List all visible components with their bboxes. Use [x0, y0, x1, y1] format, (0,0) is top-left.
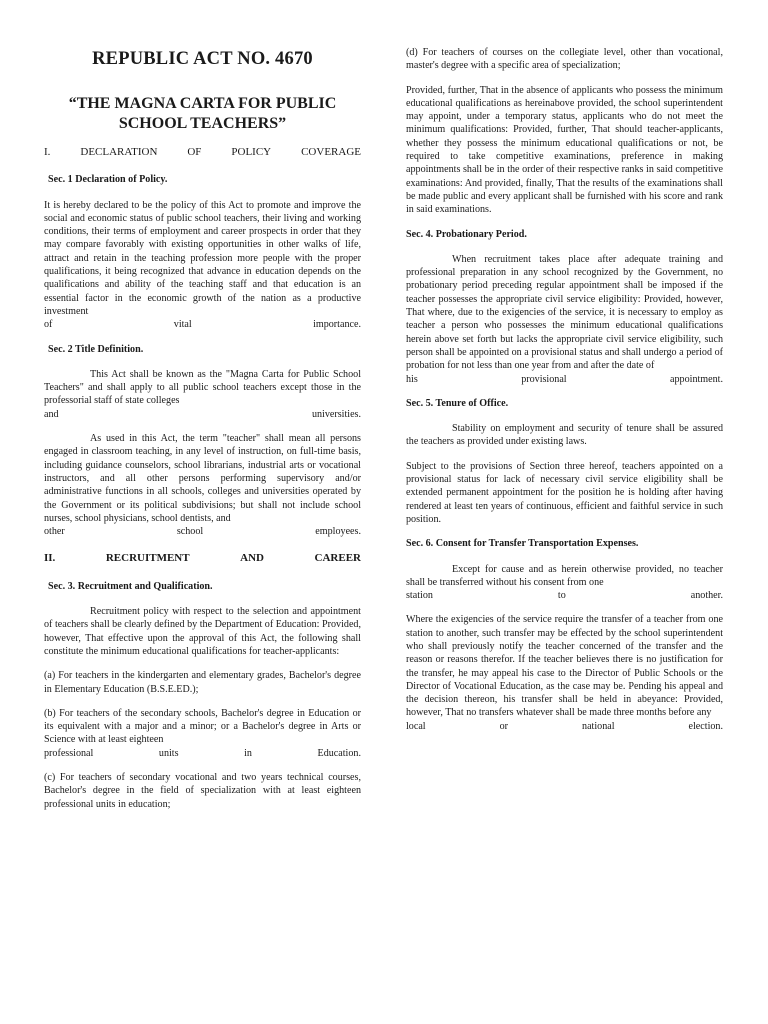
- sec1-heading: Sec. 1 Declaration of Policy.: [48, 174, 168, 186]
- sec3-item-b: (b) For teachers of the secondary schools, Bachelor's degree in Education or its equivalent with a major and a minor; or a Bachelor's degree in Arts or Science with at least eighteen professional units in Education.: [44, 707, 361, 759]
- magna-carta-title: “THE MAGNA CARTA FOR PUBLIC SCHOOL TEACHERS”: [68, 95, 337, 132]
- sec3-item-d: (d) For teachers of courses on the collegiate level, other than vocational, master's degree with a specific area of specialization;: [406, 47, 723, 72]
- sec3-item-c: (c) For teachers of secondary vocational and two years technical courses, Bachelor's degree in the field of specialization with at least eighteen professional units in education;: [44, 771, 361, 810]
- sec4-paragraph: When recruitment takes place after adequate training and professional preparation in any school recognized by the Government, no probationary period preceding regular appointment shall be imposed if the teacher possesses the appropriate civil service eligibility: Provided, however, That where, due to the exigencies of the service, it is necessary to employ as teacher a person who possesses the minimum educational qualifications herein above set forth but lacks the appropriate civil service eligibility, such person shall be appointed on a provisional status and shall undergo a period of probation for not less than one year from and after the date of his provisional appointment.: [406, 253, 723, 385]
- sec6-p1-last-line: station to another.: [406, 590, 723, 602]
- left-column: [44, 44, 361, 822]
- sec6-paragraph-1: Except for cause and as herein otherwise provided, no teacher shall be transferred without his consent from one station to another.: [406, 563, 723, 602]
- act-title: REPUBLIC ACT NO. 4670: [92, 49, 313, 69]
- part-1-heading: I. DECLARATION OF POLICY COVERAGE: [44, 146, 361, 158]
- sec6-heading: Sec. 6. Consent for Transfer Transportation Expenses.: [406, 538, 639, 550]
- sec5-heading: Sec. 5. Tenure of Office.: [406, 397, 509, 409]
- right-column: [406, 46, 723, 744]
- sec3-heading: Sec. 3. Recruitment and Qualification.: [48, 580, 213, 592]
- sec5-paragraph-2: Subject to the provisions of Section three hereof, teachers appointed on a provisional status for lack of necessary civil service eligibility shall be extended permanent appointment for the position he is holding after having rendered at least ten years of continuous, efficient and faithful service in such position.: [406, 460, 723, 525]
- sec5-paragraph-1: Stability on employment and security of tenure shall be assured the teachers as provided under existing laws.: [406, 423, 723, 448]
- sec3-provided: Provided, further, That in the absence of applicants who possess the minimum educational qualifications as hereinabove provided, the school superintendent may appoint, under a temporary status, applicants who do not meet the minimum qualifications: Provided, further, That should teacher-applicants, whether they possess the minimum educational qualifications or not, be required to take competitive examinations, preference in making appointments shall be in the order of their respective ranks in said competitive examinations: And provided, finally, That the results of the examinations shall be made public and every applicant shall be furnished with his score and rank in said examinations.: [406, 84, 723, 216]
- sec4-heading: Sec. 4. Probationary Period.: [406, 228, 527, 240]
- sec3-item-a: (a) For teachers in the kindergarten and elementary grades, Bachelor's degree in Elementary Education (B.S.E.ED.);: [44, 670, 361, 695]
- sec6-p2-last-line: local or national election.: [406, 720, 723, 732]
- sec1-last-line: of vital importance.: [44, 319, 361, 331]
- sec2-paragraph-1: This Act shall be known as the "Magna Carta for Public School Teachers" and shall apply to all public school teachers except those in the professorial staff of state colleges and universities.: [44, 368, 361, 420]
- sec2-paragraph-2: As used in this Act, the term "teacher" shall mean all persons engaged in classroom teaching, in any level of instruction, on full-time basis, including guidance counselors, school librarians, industrial arts or vocational instructors, and all other persons performing supervisory and/or administrative functions in all schools, colleges and universities operated by the Government or its political subdivisions; but shall not include school nurses, school physicians, school dentists, and other school employees.: [44, 433, 361, 538]
- sec2-p2-last-line: other school employees.: [44, 526, 361, 538]
- sec3-b-last-line: professional units in Education.: [44, 747, 361, 759]
- part-2-heading: II. RECRUITMENT AND CAREER: [44, 552, 361, 565]
- sec2-heading: Sec. 2 Title Definition.: [48, 343, 144, 355]
- sec3-paragraph: Recruitment policy with respect to the selection and appointment of teachers shall be clearly defined by the Department of Education: Provided, however, That effective upon the approval of this Act, the following shall constitute the minimum educational qualifications for teacher-applicants:: [44, 606, 361, 657]
- sec4-last-line: his provisional appointment.: [406, 373, 723, 385]
- sec1-paragraph: It is hereby declared to be the policy of this Act to promote and improve the social and economic status of public school teachers, their living and working conditions, their terms of employment and career prospects in order that they may compare favorably with existing opportunities in other walks of life, attract and retain in the teaching profession more people with the proper qualifications, it being recognized that advance in education depends on the qualifications and ability of the teaching staff and that education is an essential factor in the economic growth of the nation as a productive investment of vital importance.: [44, 199, 361, 331]
- sec2-p1-last-line: and universities.: [44, 408, 361, 420]
- sec6-paragraph-2: Where the exigencies of the service require the transfer of a teacher from one station to another, such transfer may be effected by the school superintendent who shall previously notify the teacher concerned of the transfer and the reason or reasons therefor. If the teacher believes there is no justification for the transfer, he may appeal his case to the Director of Public Schools or the Director of Vocational Education, as the case may be. Pending his appeal and the decision thereon, his transfer shall be held in abeyance: Provided, however, That no transfers whatever shall be made three months before any local or national election.: [406, 614, 723, 732]
